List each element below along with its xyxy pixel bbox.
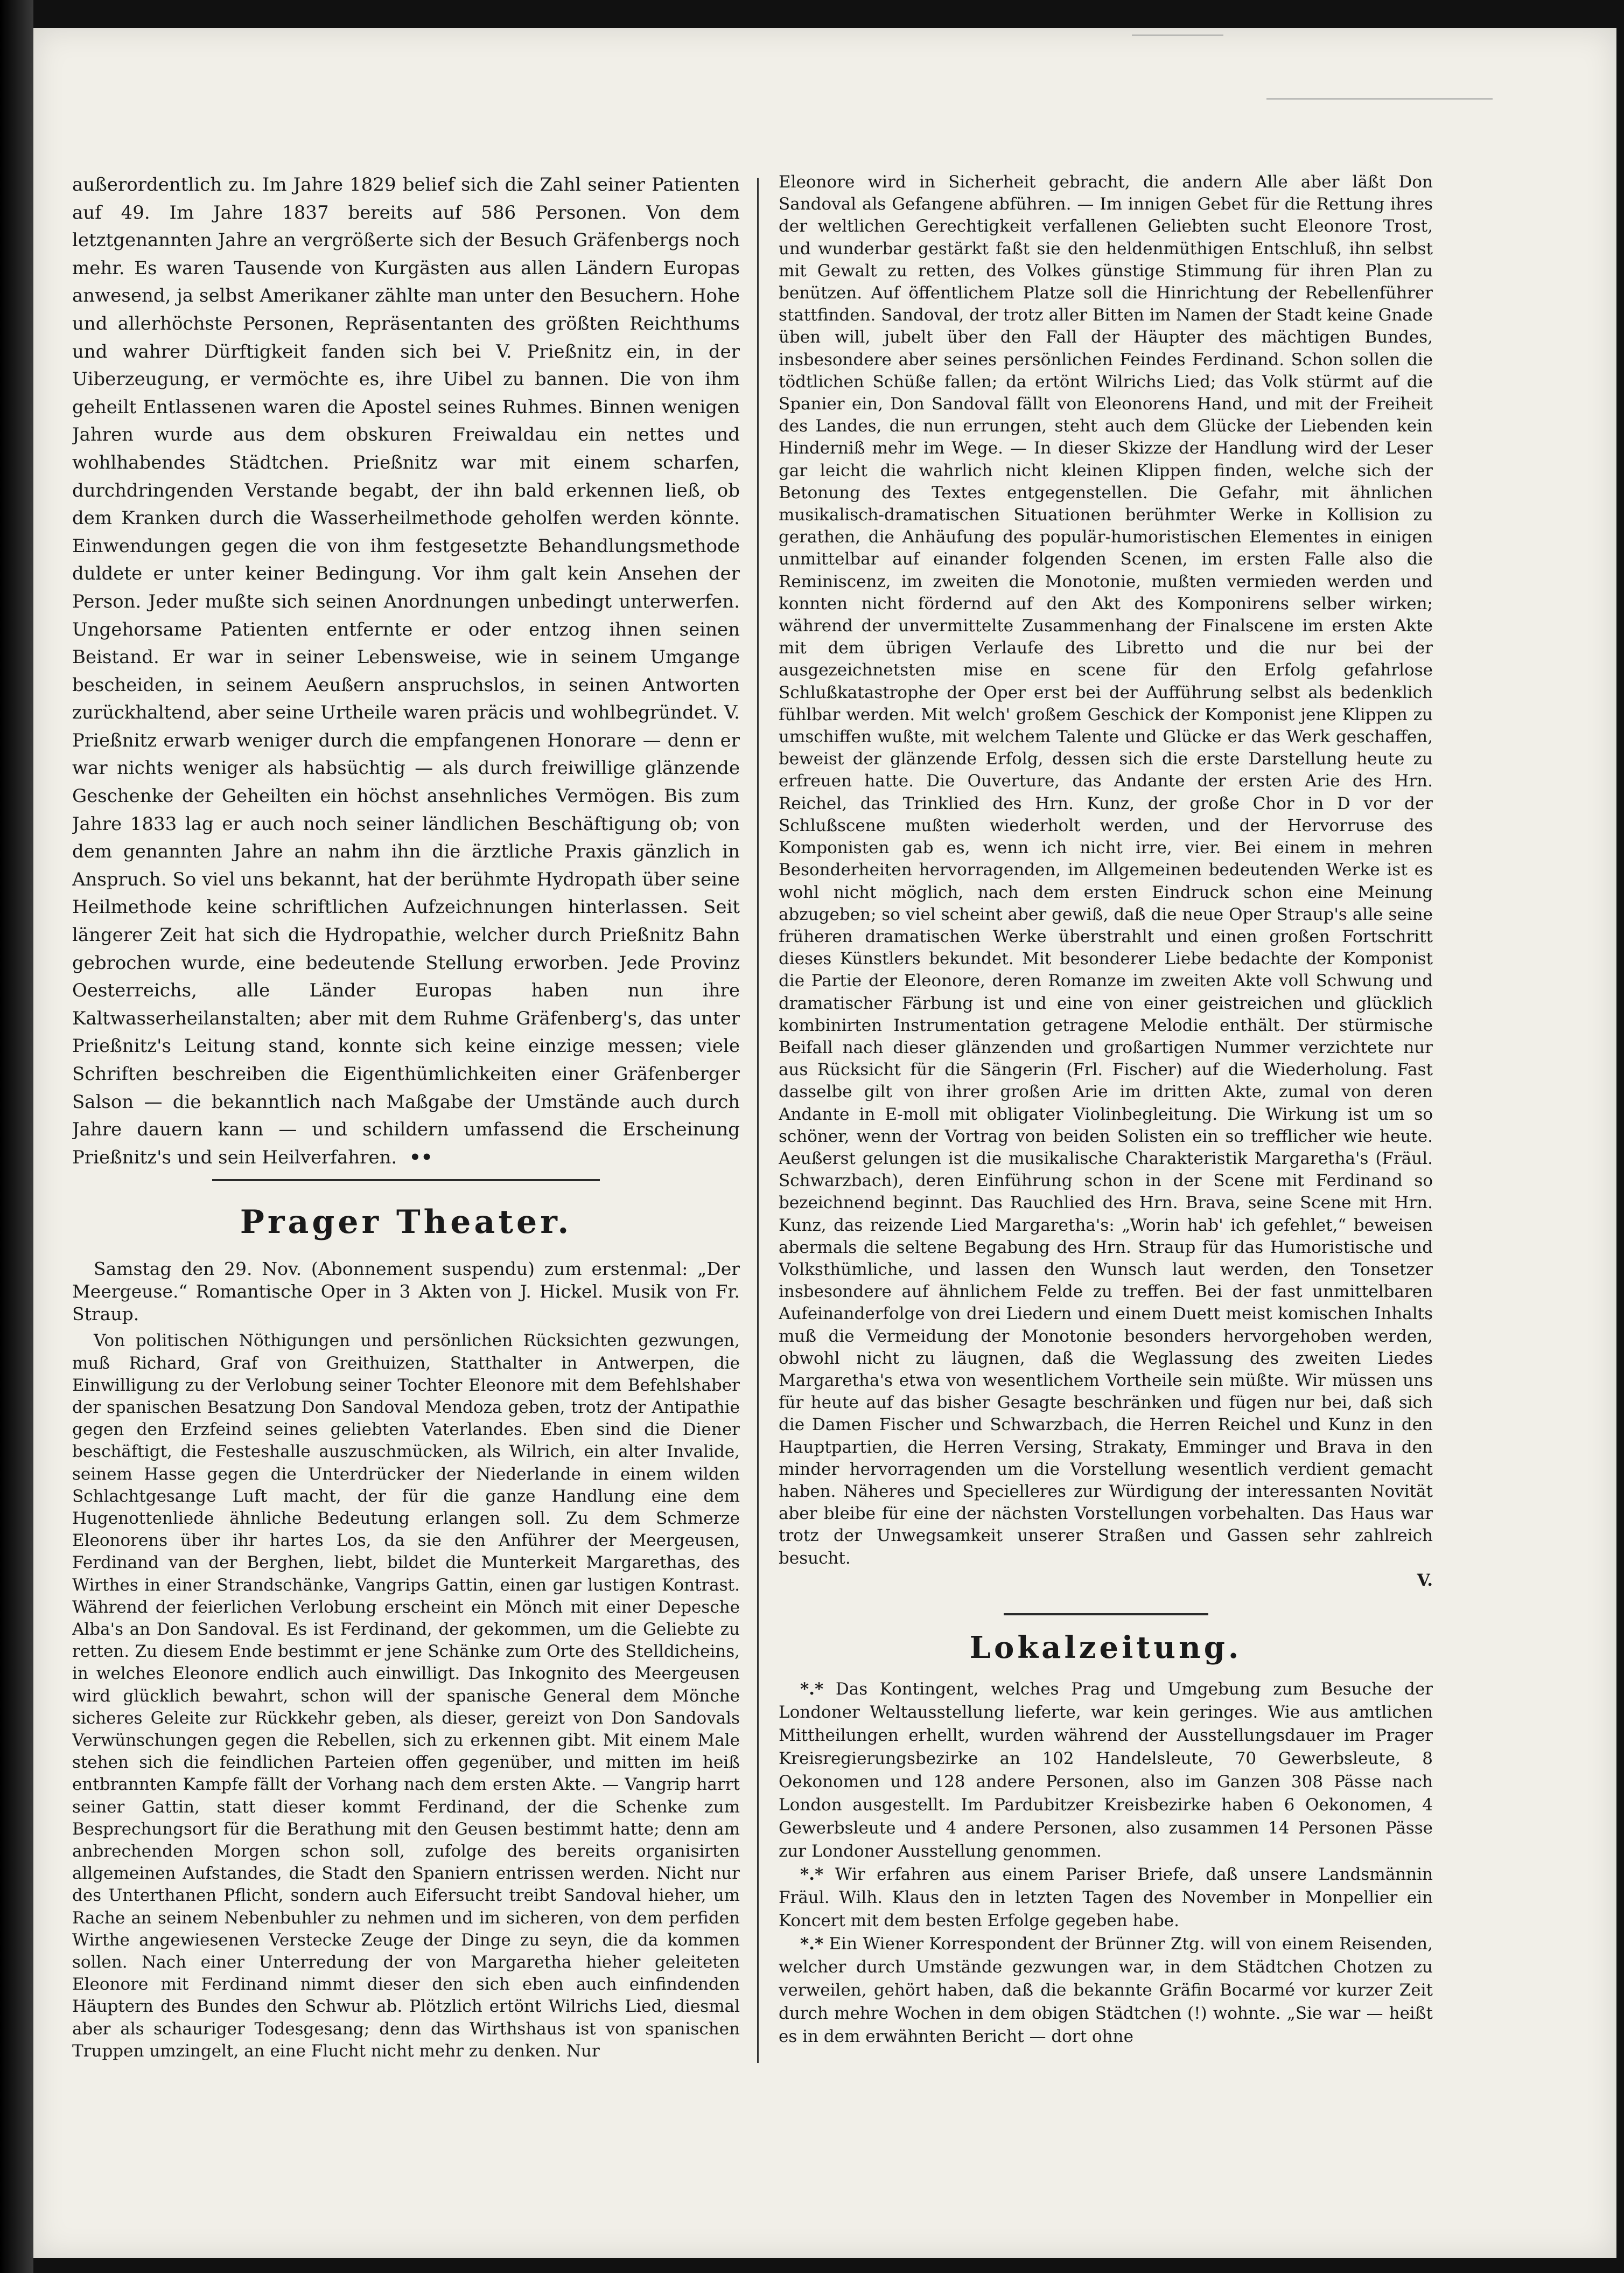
item-marker: *.* (800, 1679, 824, 1699)
right-column (779, 171, 1433, 2062)
theater-continued (779, 171, 1433, 1570)
theater-continued-text: Eleonore wird in Sicherheit gebracht, die andern Alle aber läßt Don Sandoval als Gefangene abführen. — Im innigen Gebet für die Rettung ihres der weltlichen Gerechtigkeit verfallenen Geliebten sucht Eleonore Trost, und wunderbar gestärkt faßt sie den heldenmüthigen Entschluß, ihn selbst mit Gewalt zu retten, des Volkes günstige Stimmung für ihren Plan zu benützen. Auf öffentlichem Platze soll die Hinrichtung der Rebellenführer stattfinden. Sandoval, der trotz aller Bitten im Namen der Stadt keine Gnade üben will, jubelt über den Fall der Häupter des mächtigen Bundes, insbesondere aber seines persönlichen Feindes Ferdinand. Schon sollen die tödtlichen Schüße fallen; da ertönt Wilrichs Lied; das Volk stürmt auf die Spanier ein, Don Sandoval fällt von Eleonorens Hand, und mit der Freiheit des Landes, die nun errungen, steht auch dem Glücke der Liebenden kein Hinderniß mehr im Wege. — In dieser Skizze der Handlung wird der Leser gar leicht die wahrlich nicht kleinen Klippen finden, welche sich der Betonung des Textes entgegenstellen. Die Gefahr, mit ähnlichen musikalisch-dramatischen Situationen berühmter Werke in Kollision zu gerathen, die Anhäufung des populär-humoristischen Elementes in einigen unmittelbar auf einander folgenden Scenen, im ersten Falle also die Reminiscenz, im zweiten die Monotonie, mußten vermieden werden und konnten nicht fördernd auf den Akt des Komponirens selber wirken; während der unvermittelte Zusammenhang der Finalscene im ersten Akte mit dem übrigen Verlaufe des Libretto und die nur bei der ausgezeichnetsten mise en scene für den Erfolg gefahrlose Schlußkatastrophe der Oper erst bei der Aufführung selbst als bedenklich fühlbar werden. Mit welch' großem Geschick der Komponist jene Klippen zu umschiffen wußte, mit welchem Talente und Glücke er das Werk geschaffen, beweist der glänzende Erfolg, dessen sich die erste Darstellung heute zu erfreuen hatte. Die Ouverture, das Andante der ersten Arie des Hrn. Reichel, das Trinklied des Hrn. Kunz, der große Chor in D vor der Schlußscene mußten wiederholt werden, und der Hervorruse des Komponisten gab es, wenn ich nicht irre, vier. Bei einem in mehren Besonderheiten hervorragenden, im Allgemeinen bedeutenden Werke ist es wohl nicht möglich, nach dem ersten Eindruck schon eine Meinung abzugeben; so viel scheint aber gewiß, daß die neue Oper Straup's alle seine früheren dramatischen Werke überstrahlt und einen großen Fortschritt dieses Künstlers bekundet. Mit besonderer Liebe bedachte der Komponist die Partie der Eleonore, deren Romanze im zweiten Akte voll Schwung und dramatischer Färbung ist und eine von einer geistreichen und glücklich kombinirten Instrumentation getragene Melodie enthält. Der stürmische Beifall nach dieser glänzenden und großartigen Nummer verzichtete nur aus Rücksicht für die Sängerin (Frl. Fischer) auf die Wiederholung. Fast dasselbe gilt von ihrer großen Arie im dritten Akte, zumal von deren Andante in E-moll mit obligater Violinbegleitung. Die Wirkung ist um so schöner, wenn der Vortrag von beiden Solisten ein so trefflicher wie heute. Aeußerst gelungen ist die musikalische Charakteristik Margaretha's (Fräul. Schwarzbach), deren Einführung schon in der Scene mit Ferdinand so bezeichnend beginnt. Das Rauchlied des Hrn. Brava, seine Scene mit Hrn. Kunz, das reizende Lied Margaretha's: „Worin hab' ich gefehlet,“ beweisen abermals die seltene Begabung des Hrn. Straup für das Humoristische und Volksthümliche, und lassen den Wunsch laut werden, den Tonsetzer insbesondere auf ähnlichem Felde zu treffen. Bei der fast unmittelbaren Aufeinanderfolge von drei Liedern und einem Duett meist komischen Inhalts muß die Vermeidung der Monotonie besonders hervorgehoben werden, obwohl nicht zu läugnen, daß die Weglassung des zweiten Liedes Margaretha's etwa von wesentlichem Vortheile sein müßte. Wir müssen uns für heute auf das bisher Gesagte beschränken und fügen nur bei, daß sich die Damen Fischer und Schwarzbach, die Herren Reichel und Kunz in den Hauptpartien, die Herren Versing, Strakaty, Emminger und Brava in den minder hervorragenden um die Vorstellung wesentlich verdient gemacht haben. Näheres und Specielleres zur Würdigung der interessanten Novität aber bleibe für eine der nächsten Vorstellungen vorbehalten. Das Haus war trotz der Unwegsamkeit unserer Straßen und Gassen sehr zahlreich besucht. (779, 172, 1433, 1568)
local-item (779, 1933, 1433, 2048)
theater-signature: V. (1417, 1570, 1433, 1590)
local-item-text: Wir erfahren aus einem Pariser Briefe, daß unsere Landsmännin Fräul. Wilh. Klaus den in letzten Tagen des November in Monpellier ein Koncert mit dem besten Erfolge gegeben habe. (779, 1865, 1433, 1930)
theater-intro: Samstag den 29. Nov. (Abonnement suspendu) zum erstenmal: „Der Meergeuse.“ Romantische Oper in 3 Akten von J. Hickel. Musik von Fr. Straup. (72, 1258, 740, 1325)
local-heading: Lokalzeitung. (969, 1630, 1242, 1665)
theater-body: Von politischen Nöthigungen und persönlichen Rücksichten gezwungen, muß Richard, Graf von Greithuizen, Statthalter in Antwerpen, die Einwilligung zu der Verlobung seiner Tochter Eleonore mit dem Befehlshaber der spanischen Besatzung Don Sandoval Mendoza geben, trotz der Antipathie gegen den Erzfeind seines geliebten Vaterlandes. Eben sind die Diener beschäftigt, die Festeshalle auszuschmücken, als Wilrich, ein alter Invalide, seinem Hasse gegen die Unterdrücker der Niederlande in einem wilden Schlachtgesange Luft macht, der für die ganze Handlung eine dem Hugenottenliede ähnliche Bedeutung erlangen soll. Zu dem Schmerze Eleonorens über ihr hartes Los, da sie den Anführer der Meergeusen, Ferdinand van der Berghen, liebt, bildet die Munterkeit Margarethas, des Wirthes in einer Strandschänke, Vangrips Gattin, einen gar lustigen Kontrast. Während der feierlichen Verlobung erscheint ein Mönch mit einer Depesche Alba's an Don Sandoval. Es ist Ferdinand, der gekommen, um die Geliebte zu retten. Zu diesem Ende bestimmt er jene Schänke zum Orte des Stelldicheins, in welches Eleonore endlich auch einwilligt. Das Inkognito des Meergeusen wird glücklich bewahrt, schon will der spanische General dem Mönche sicheres Geleite zur Rückkehr geben, als dieser, gereizt von Don Sandovals Verwünschungen gegen die Rebellen, sich zu erkennen gibt. Mit einem Male stehen sich die feindlichen Parteien offen gegenüber, und mitten im heiß entbrannten Kampfe fällt der Vorhang nach dem ersten Akte. — Vangrip harrt seiner Gattin, statt dieser kommt Ferdinand, der die Schenke zum Besprechungsort für die Berathung mit den Geusen bestimmt hatte; denn am anbrechenden Morgen schon soll, zufolge des bereits organisirten allgemeinen Aufstandes, die Stadt den Spaniern entrissen werden. Nicht nur des Unterthanen Pflicht, sondern auch Eifersucht treibt Sandoval hieher, um Rache an seinem Nebenbuhler zu nehmen und im sicheren, von dem perfiden Wirthe angewiesenen Verstecke Zeuge der Dinge zu seyn, die da kommen sollen. Nach einer Unterredung der von Margaretha hieher geleiteten Eleonore mit Ferdinand nimmt dieser den sich eben auch einfindenden Häuptern des Bundes den Schwur ab. Plötzlich ertönt Wilrichs Lied, diesmal aber als schauriger Todesgesang; denn das Wirthshaus ist von spanischen Truppen umzingelt, an eine Flucht nicht mehr zu denken. Nur (72, 1331, 740, 2061)
section-rule (212, 1179, 600, 1181)
local-item (779, 1863, 1433, 1933)
column-divider (757, 178, 759, 2063)
end-mark: •• (409, 1146, 433, 1168)
left-column (72, 171, 740, 2062)
local-item (779, 1678, 1433, 1863)
item-marker: *.* (800, 1865, 824, 1884)
top-edge-mark (1132, 34, 1223, 36)
article-text: außerordentlich zu. Im Jahre 1829 belief sich die Zahl seiner Patienten auf 49. Im Jahre 1837 bereits auf 586 Personen. Von dem letztgenannten Jahre an vergrößerte sich der Besuch Gräfenbergs noch mehr. Es waren Tausende von Kurgästen aus allen Ländern Europas anwesend, ja selbst Amerikaner zählte man unter den Besuchern. Hohe und allerhöchste Personen, Repräsentanten des größten Reichthums und wahrer Dürftigkeit fanden sich bei V. Prießnitz ein, in der Uiberzeugung, er vermöchte es, ihre Uibel zu bannen. Die von ihm geheilt Entlassenen waren die Apostel seines Ruhmes. Binnen wenigen Jahren wurde aus dem obskuren Freiwaldau ein nettes und wohlhabendes Städtchen. Prießnitz war mit einem scharfen, durchdringenden Verstande begabt, der ihn bald erkennen ließ, ob dem Kranken durch die Wasserheilmethode geholfen werden könnte. Einwendungen gegen die von ihm festgesetzte Behandlungsmethode duldete er unter keiner Bedingung. Vor ihm galt kein Ansehen der Person. Jeder mußte sich seinen Anordnungen unbedingt unterwerfen. Ungehorsame Patienten entfernte er oder entzog ihnen seinen Beistand. Er war in seiner Lebensweise, wie in seinem Umgange bescheiden, in seinem Aeußern anspruchslos, in seinen Antworten zurückhaltend, aber seine Urtheile waren präcis und wohlbegründet. V. Prießnitz erwarb weniger durch die empfangenen Honorare — denn er war nichts weniger als habsüchtig — als durch freiwillige glänzende Geschenke der Geheilten ein höchst ansehnliches Vermögen. Bis zum Jahre 1833 lag er auch noch seiner ländlichen Beschäftigung ob; von dem genannten Jahre an nahm ihn die ärztliche Praxis gänzlich in Anspruch. So viel uns bekannt, hat der berühmte Hydropath über seine Heilmethode keine schriftlichen Aufzeichnungen hinterlassen. Seit längerer Zeit hat sich die Hydropathie, welcher durch Prießnitz Bahn gebrochen wurde, eine bedeutende Stellung erworben. Jede Provinz Oesterreichs, alle Länder Europas haben nun ihre Kaltwasserheilanstalten; aber mit dem Ruhme Gräfenberg's, das unter Prießnitz's Leitung stand, konnte sich keine einzige messen; viele Schriften beschreiben die Eigenthümlichkeiten einer Gräfenberger Salson — die bekanntlich nach Maßgabe der Umstände auch durch Jahre dauern kann — und schildern umfassend die Erscheinung Prießnitz's und sein Heilverfahren. (72, 174, 740, 1168)
faint-header-mark (1266, 98, 1493, 100)
local-item-text: Das Kontingent, welches Prag und Umgebung zum Besuche der Londoner Weltausstellung lieferte, war kein geringes. Wie aus amtlichen Mittheilungen erhellt, wurden während der Ausstellungsdauer im Prager Kreisregierungsbezirke an 102 Handelsleute, 70 Gewerbsleute, 8 Oekonomen und 128 andere Personen, also im Ganzen 308 Pässe nach London ausgestellt. Im Pardubitzer Kreisbezirke haben 6 Oekonomen, 4 Gewerbsleute und 4 andere Personen, also zusammen 14 Personen Pässe zur Londoner Ausstellung genommen. (779, 1679, 1433, 1861)
article-continuation (72, 171, 740, 1172)
section-rule-short (1004, 1613, 1208, 1615)
theater-heading: Prager Theater. (240, 1203, 572, 1242)
local-item-text: Ein Wiener Korrespondent der Brünner Ztg. will von einem Reisenden, welcher durch Umstände gezwungen war, in dem Städtchen Chotzen zu verweilen, gehört haben, daß die bekannte Gräfin Bocarmé vor kurzer Zeit durch mehre Wochen in dem obigen Städtchen (!) wohnte. „Sie war — heißt es in dem erwähnten Bericht — dort ohne (779, 1934, 1433, 2046)
adjacent-page-edge (0, 0, 33, 2273)
item-marker: *.* (800, 1934, 824, 1954)
